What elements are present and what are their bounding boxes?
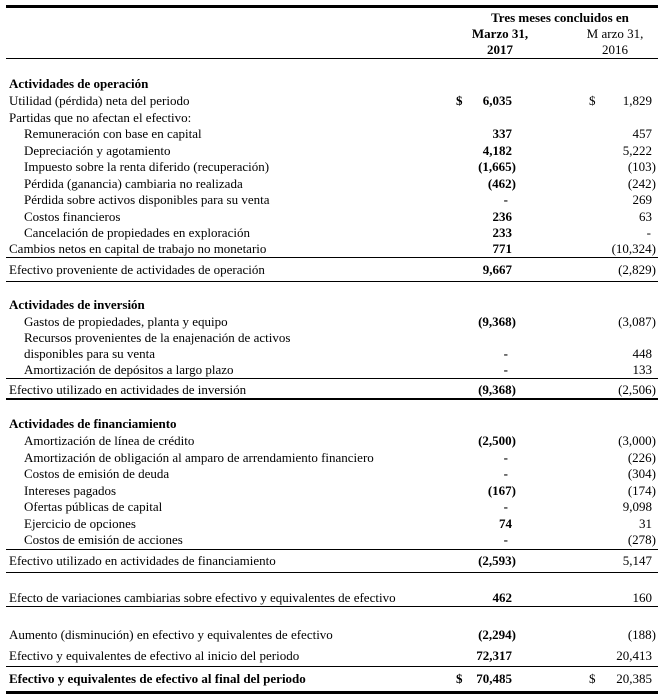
table-row <box>0 449 664 466</box>
value-2016: (226) <box>627 450 656 465</box>
row-label: Amortización de línea de crédito <box>24 433 195 448</box>
value-2016: (3,000) <box>618 433 656 448</box>
section-title: Actividades de operación <box>9 76 149 91</box>
value-2016: (242) <box>627 176 656 191</box>
table-row <box>0 208 664 225</box>
row-label: Pérdida sobre activos disponibles para su venta <box>24 192 270 207</box>
row-label: Pérdida (ganancia) cambiaria no realizada <box>24 176 243 191</box>
value-2016: 269 <box>632 192 652 207</box>
row-label: Cambios netos en capital de trabajo no monetario <box>9 241 267 256</box>
row-label: disponibles para su venta <box>24 346 156 361</box>
value-2016: (2,506) <box>618 382 656 397</box>
value-2016: (2,829) <box>618 262 656 277</box>
value-2016: (188) <box>627 627 656 642</box>
row-label: Aumento (disminución) en efectivo y equivalentes de efectivo <box>9 627 333 642</box>
bottom-rule <box>6 691 658 694</box>
value-2017: 233 <box>492 225 512 240</box>
table-row <box>0 361 664 378</box>
row-label: Gastos de propiedades, planta y equipo <box>24 314 228 329</box>
header-rule <box>6 58 658 59</box>
row-label: Efectivo utilizado en actividades de inversión <box>9 382 247 397</box>
fx-effect-row <box>0 589 664 606</box>
section-title: Actividades de inversión <box>9 297 145 312</box>
table-row <box>0 240 664 257</box>
row-label: Depreciación y agotamiento <box>24 143 171 158</box>
ending-cash-row <box>0 670 664 687</box>
value-2016: (278) <box>627 532 656 547</box>
table-row <box>0 313 664 330</box>
currency-symbol: $ <box>589 671 596 686</box>
table-row <box>0 329 664 346</box>
value-2017: (167) <box>487 483 516 498</box>
value-2016: 5,147 <box>622 553 652 568</box>
value-2017: 337 <box>492 126 512 141</box>
value-2017: 4,182 <box>482 143 512 158</box>
table-row <box>0 191 664 208</box>
value-2017: (462) <box>487 176 516 191</box>
subtotal-rule <box>6 378 658 379</box>
value-2016: 160 <box>632 590 652 605</box>
table-row <box>0 175 664 192</box>
row-label: Ejercicio de opciones <box>24 516 136 531</box>
value-2016: (304) <box>627 466 656 481</box>
col-2017-line1: Marzo 31, <box>471 26 529 41</box>
value-2016: 20,385 <box>616 671 652 686</box>
table-row <box>0 142 664 159</box>
table-row <box>0 125 664 142</box>
row-label: Impuesto sobre la renta diferido (recuperación) <box>24 159 270 174</box>
row-label: Costos financieros <box>24 209 121 224</box>
table-row <box>0 224 664 241</box>
value-2016: 457 <box>632 126 652 141</box>
total-rule <box>6 606 658 607</box>
col-2016-line2: 2016 <box>602 42 628 57</box>
value-2017: - <box>503 532 508 547</box>
row-label: Partidas que no afectan el efectivo: <box>9 110 192 125</box>
value-2017: 236 <box>492 209 512 224</box>
row-label: Efectivo y equivalentes de efectivo al inicio del periodo <box>9 648 300 663</box>
row-label: Remuneración con base en capital <box>24 126 202 141</box>
value-2017: - <box>503 346 508 361</box>
subtotal-row <box>0 381 664 398</box>
value-2017: 72,317 <box>476 648 512 663</box>
subtotal-row <box>0 261 664 278</box>
currency-symbol: $ <box>456 93 463 108</box>
value-2016: (3,087) <box>618 314 656 329</box>
table-row <box>0 92 664 109</box>
table-row <box>0 109 664 126</box>
value-2016: 5,222 <box>622 143 652 158</box>
value-2017: 6,035 <box>482 93 512 108</box>
subtotal-rule <box>6 549 658 550</box>
table-row <box>0 531 664 548</box>
row-label: Efecto de variaciones cambiarias sobre efectivo y equivalentes de efectivo <box>9 590 396 605</box>
row-label: Ofertas públicas de capital <box>24 499 163 514</box>
currency-symbol: $ <box>456 671 463 686</box>
section-operating <box>0 75 664 92</box>
value-2017: 74 <box>499 516 512 531</box>
value-2017: (2,593) <box>478 553 516 568</box>
col-2017-line2: 2017 <box>487 42 513 57</box>
subtotal-rule <box>6 666 658 667</box>
row-label: Intereses pagados <box>24 483 117 498</box>
value-2017: (9,368) <box>478 382 516 397</box>
value-2017: - <box>503 362 508 377</box>
section-investing <box>0 296 664 313</box>
value-2017: - <box>503 450 508 465</box>
value-2017: 771 <box>492 241 512 256</box>
row-label: Amortización de depósitos a largo plazo <box>24 362 234 377</box>
period-title: Tres meses concluidos en <box>491 10 629 25</box>
value-2017: - <box>503 192 508 207</box>
value-2017: 462 <box>492 590 512 605</box>
row-label: Efectivo proveniente de actividades de operación <box>9 262 265 277</box>
table-row <box>0 345 664 362</box>
row-label: Recursos provenientes de la enajenación de activos <box>24 330 291 345</box>
value-2017: (2,500) <box>478 433 516 448</box>
value-2016: 63 <box>639 209 652 224</box>
value-2017: (1,665) <box>478 159 516 174</box>
total-rule <box>6 572 658 573</box>
row-label: Efectivo utilizado en actividades de financiamiento <box>9 553 276 568</box>
value-2017: (2,294) <box>478 627 516 642</box>
section-title: Actividades de financiamiento <box>9 416 177 431</box>
subtotal-rule <box>6 257 658 258</box>
row-label: Costos de emisión de deuda <box>24 466 170 481</box>
value-2016: (103) <box>627 159 656 174</box>
row-label: Costos de emisión de acciones <box>24 532 183 547</box>
top-rule <box>6 5 658 8</box>
value-2017: (9,368) <box>478 314 516 329</box>
row-label: Cancelación de propiedades en exploración <box>24 225 250 240</box>
value-2016: 31 <box>639 516 652 531</box>
value-2016: - <box>646 225 651 240</box>
total-rule <box>6 398 658 400</box>
subtotal-row <box>0 552 664 569</box>
net-change-row <box>0 626 664 643</box>
value-2017: - <box>503 466 508 481</box>
total-rule <box>6 281 658 282</box>
currency-symbol: $ <box>589 93 596 108</box>
value-2016: (174) <box>627 483 656 498</box>
value-2017: 70,485 <box>476 671 512 686</box>
value-2016: 1,829 <box>622 93 652 108</box>
section-financing <box>0 415 664 432</box>
table-row <box>0 498 664 515</box>
col-2016-line1: M arzo 31, <box>586 26 644 41</box>
row-label: Efectivo y equivalentes de efectivo al final del periodo <box>9 671 306 686</box>
value-2017: 9,667 <box>482 262 512 277</box>
table-row <box>0 432 664 449</box>
value-2016: 20,413 <box>616 648 652 663</box>
value-2017: - <box>503 499 508 514</box>
value-2016: 9,098 <box>622 499 652 514</box>
beginning-cash-row <box>0 647 664 664</box>
value-2016: 448 <box>632 346 652 361</box>
table-row <box>0 515 664 532</box>
row-label: Amortización de obligación al amparo de arrendamiento financiero <box>24 450 374 465</box>
value-2016: 133 <box>632 362 652 377</box>
table-row <box>0 482 664 499</box>
table-row <box>0 465 664 482</box>
value-2016: (10,324) <box>611 241 656 256</box>
row-label: Utilidad (pérdida) neta del periodo <box>9 93 190 108</box>
table-row <box>0 158 664 175</box>
